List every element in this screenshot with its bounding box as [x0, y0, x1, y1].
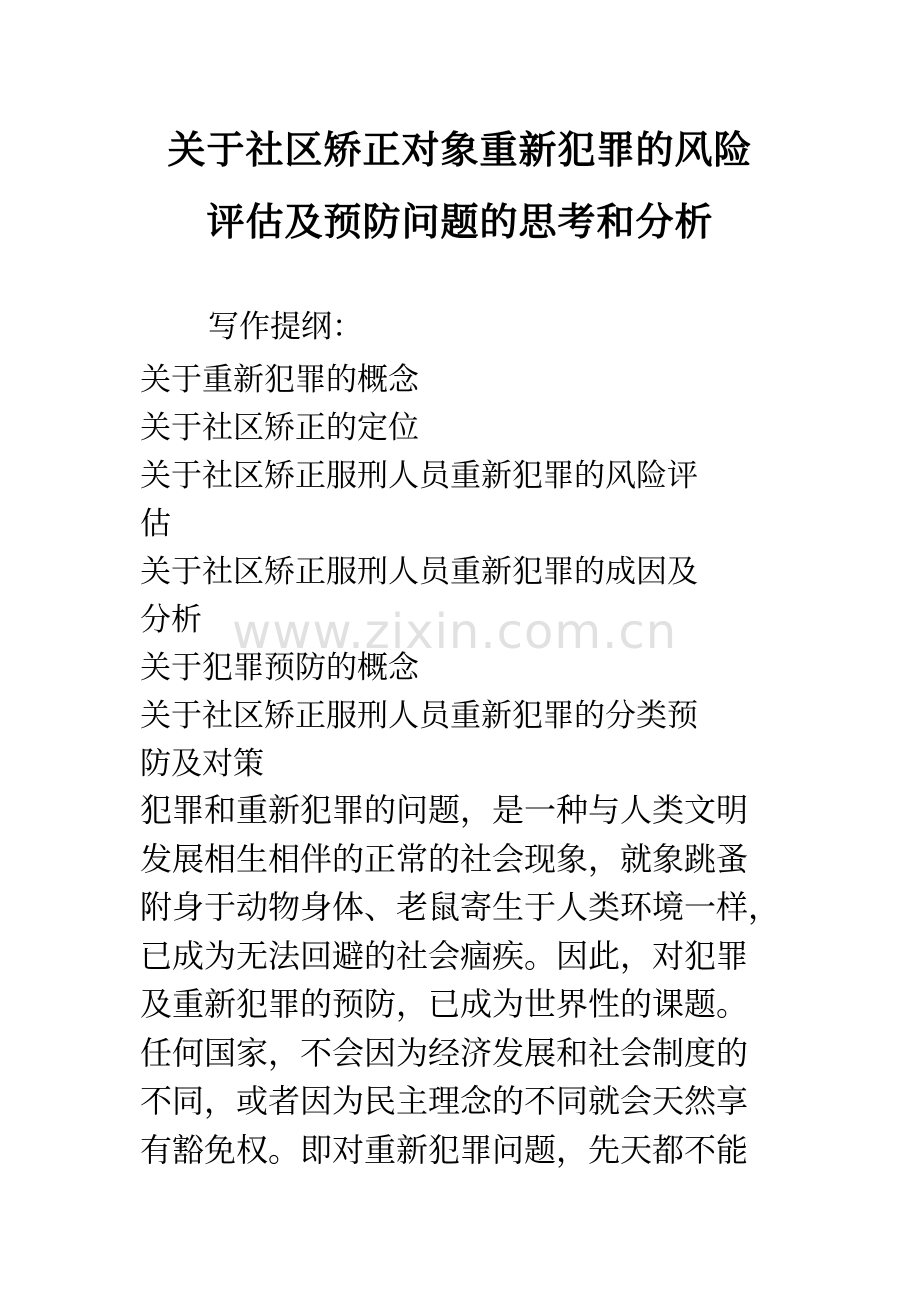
document-title-line-1: 关于社区矫正对象重新犯罪的风险 — [167, 127, 753, 172]
body-line: 发展相生相伴的正常的社会现象，就象跳蚤 — [140, 839, 749, 878]
outline-heading: 写作提纲： — [208, 309, 363, 345]
body-line: 有豁免权。即对重新犯罪问题，先天都不能 — [140, 1130, 749, 1169]
body-line: 任何国家，不会因为经济发展和社会制度的 — [140, 1033, 749, 1072]
body-line: 附身于动物身体、老鼠寄生于人类环境一样， — [140, 888, 781, 926]
body-paragraph — [140, 786, 795, 1174]
outline-list — [140, 356, 780, 788]
outline-item: 关于社区矫正服刑人员重新犯罪的成因及 — [140, 554, 698, 590]
body-line: 及重新犯罪的预防，已成为世界性的课题。 — [140, 985, 749, 1023]
body-line: 不同，或者因为民主理念的不同就会天然享 — [140, 1082, 749, 1120]
outline-item: 关于犯罪预防的概念 — [140, 650, 419, 686]
body-line: 犯罪和重新犯罪的问题，是一种与人类文明 — [140, 791, 749, 829]
body-line: 已成为无法回避的社会痼疾。因此，对犯罪 — [140, 936, 749, 975]
outline-item: 关于社区矫正的定位 — [140, 410, 419, 446]
document-title-line-2: 评估及预防问题的思考和分析 — [206, 199, 714, 244]
outline-item: 分析 — [140, 602, 202, 638]
watermark: www.zixin.com.cn — [232, 604, 678, 660]
outline-item: 关于重新犯罪的概念 — [140, 362, 419, 398]
outline-item: 关于社区矫正服刑人员重新犯罪的分类预 — [140, 698, 698, 734]
outline-item: 关于社区矫正服刑人员重新犯罪的风险评 — [140, 458, 698, 494]
outline-item: 防及对策 — [140, 746, 264, 782]
outline-item: 估 — [140, 506, 171, 542]
